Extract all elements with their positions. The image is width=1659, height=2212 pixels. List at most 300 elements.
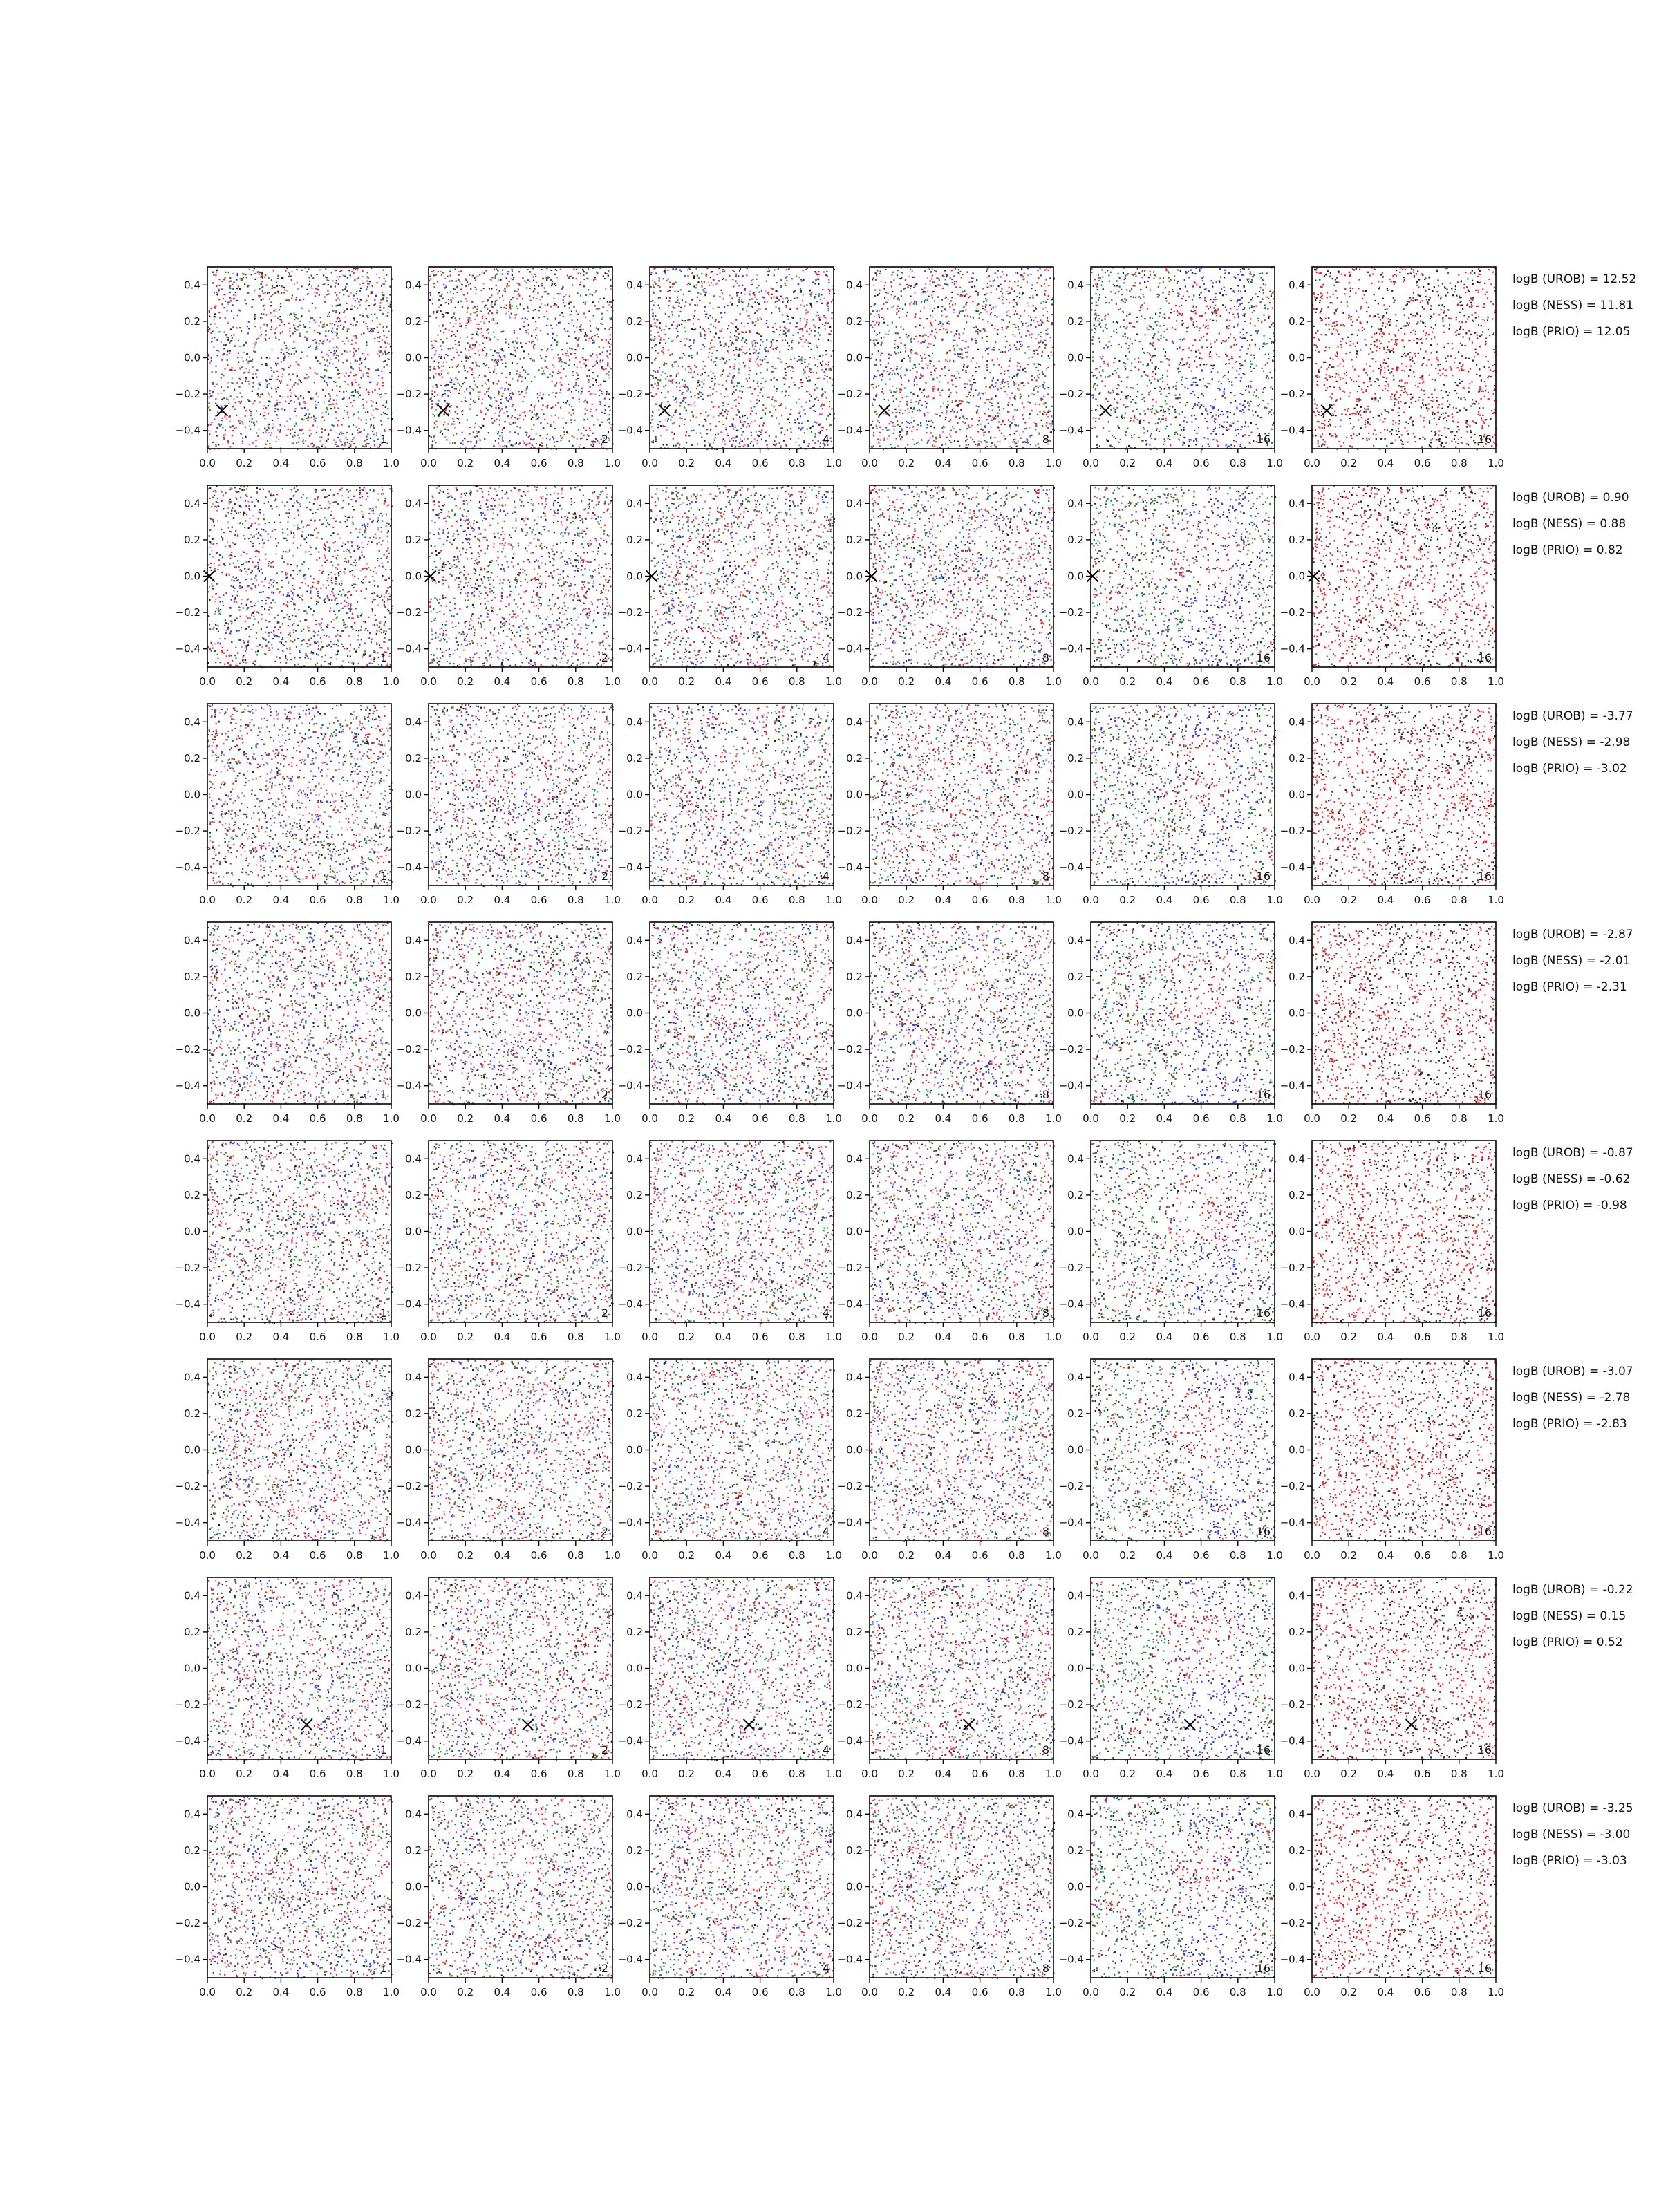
data-point (377, 332, 379, 333)
x-tick-label: 0.6 (531, 457, 547, 469)
data-point (555, 319, 556, 320)
data-point (243, 372, 244, 373)
data-point (366, 276, 368, 277)
data-point (583, 271, 585, 272)
data-point (294, 331, 296, 332)
data-point (458, 341, 460, 343)
data-point (357, 360, 358, 362)
data-point (446, 362, 447, 363)
x-tick-label: 0.6 (752, 457, 769, 469)
data-point (470, 398, 471, 400)
data-point (514, 332, 515, 334)
data-point (336, 335, 337, 336)
data-point (370, 292, 371, 294)
data-point (295, 396, 297, 397)
data-point (379, 307, 381, 308)
data-point (480, 410, 481, 411)
data-point (227, 302, 229, 303)
data-point (276, 282, 277, 283)
data-point (498, 443, 499, 444)
data-point (540, 435, 541, 436)
data-point (373, 304, 375, 306)
data-point (456, 352, 458, 353)
data-point (340, 325, 341, 326)
data-point (435, 317, 437, 318)
data-point (306, 418, 308, 419)
data-point (359, 370, 360, 371)
data-point (229, 427, 231, 428)
data-point (606, 339, 607, 341)
data-point (556, 276, 558, 278)
data-point (337, 297, 339, 299)
data-point (344, 410, 345, 411)
data-point (312, 303, 313, 304)
data-point (538, 285, 539, 287)
data-point (225, 317, 226, 319)
data-point (381, 352, 382, 353)
data-point (355, 342, 357, 344)
data-point (498, 415, 500, 417)
data-point (507, 271, 509, 272)
data-point (320, 440, 321, 442)
data-point (335, 382, 336, 383)
data-point (449, 348, 451, 349)
data-point (381, 285, 382, 287)
data-point (572, 435, 573, 437)
data-point (269, 298, 270, 299)
data-point (489, 372, 491, 373)
data-point (479, 375, 480, 376)
data-point (347, 414, 348, 415)
data-point (506, 382, 507, 383)
data-point (255, 373, 256, 375)
data-point (579, 361, 581, 362)
data-point (557, 293, 559, 294)
data-point (499, 420, 500, 421)
data-point (559, 293, 560, 294)
data-point (254, 290, 255, 292)
data-point (505, 366, 506, 367)
data-point (476, 333, 477, 335)
data-point (506, 411, 507, 412)
data-point (294, 327, 295, 328)
data-point (433, 311, 434, 312)
data-point (208, 430, 209, 431)
data-point (359, 304, 361, 306)
data-point (533, 290, 534, 292)
data-point (576, 372, 577, 373)
data-point (222, 427, 223, 428)
data-point (444, 390, 446, 391)
data-point (349, 397, 350, 399)
data-point (279, 396, 281, 397)
data-point (358, 411, 359, 413)
data-point (303, 401, 305, 402)
data-point (260, 317, 261, 318)
data-point (210, 332, 212, 334)
data-point (281, 350, 283, 351)
data-point (316, 392, 317, 393)
data-point (365, 366, 366, 368)
data-point (575, 357, 577, 358)
data-point (570, 314, 571, 315)
data-point (590, 430, 591, 431)
data-point (239, 422, 241, 424)
data-point (359, 358, 361, 359)
data-point (248, 285, 250, 286)
data-point (308, 347, 310, 348)
data-point (340, 432, 341, 433)
data-point (460, 337, 461, 338)
data-point (284, 324, 285, 325)
x-tick-label: 0.2 (678, 457, 695, 469)
data-point (339, 391, 340, 392)
data-point (525, 372, 526, 373)
data-point (594, 364, 596, 366)
data-point (290, 335, 291, 337)
data-point (322, 324, 324, 325)
data-point (293, 443, 294, 444)
data-point (517, 418, 518, 420)
data-point (335, 411, 336, 412)
data-point (290, 433, 291, 434)
data-point (387, 408, 388, 409)
data-point (570, 353, 572, 355)
data-point (567, 433, 568, 434)
data-point (332, 305, 333, 306)
data-point (257, 393, 259, 395)
data-point (497, 310, 498, 311)
data-point (442, 326, 443, 327)
data-point (476, 365, 478, 366)
data-point (247, 363, 249, 364)
data-point (386, 400, 387, 402)
data-point (468, 284, 469, 285)
data-point (271, 396, 272, 397)
data-point (287, 299, 288, 301)
data-point (227, 399, 229, 400)
data-point (337, 333, 338, 335)
data-point (509, 398, 511, 400)
data-point (609, 422, 610, 423)
data-point (541, 285, 543, 286)
data-point (386, 393, 387, 394)
data-point (366, 288, 367, 290)
data-point (462, 414, 463, 415)
data-point (374, 314, 375, 315)
data-point (451, 335, 452, 336)
data-point (492, 422, 494, 424)
data-point (245, 274, 247, 275)
data-point (479, 391, 480, 393)
data-point (449, 406, 451, 408)
data-point (300, 380, 301, 382)
x-tick-label: 0.6 (310, 457, 326, 469)
data-point (561, 349, 563, 350)
data-point (279, 380, 280, 382)
data-point (532, 359, 533, 361)
data-point (262, 290, 263, 292)
data-point (310, 346, 311, 347)
data-point (589, 294, 590, 295)
data-point (529, 288, 531, 289)
data-point (585, 359, 586, 361)
data-point (561, 366, 562, 367)
data-point (347, 330, 348, 332)
data-point (373, 328, 375, 329)
data-point (369, 281, 371, 282)
data-point (547, 304, 548, 306)
data-point (569, 359, 570, 361)
data-point (509, 308, 511, 309)
data-point (475, 312, 476, 313)
data-point (355, 324, 357, 326)
data-point (580, 444, 581, 445)
data-point (331, 377, 332, 379)
data-point (248, 400, 250, 402)
data-point (273, 426, 274, 427)
data-point (217, 411, 218, 413)
data-point (442, 377, 443, 378)
data-point (532, 411, 533, 413)
data-point (240, 379, 241, 380)
data-point (471, 320, 472, 321)
data-point (333, 381, 335, 382)
data-point (543, 371, 544, 372)
data-point (218, 285, 220, 286)
data-point (441, 356, 442, 357)
data-point (531, 335, 532, 337)
data-point (577, 346, 579, 347)
data-point (453, 293, 454, 294)
data-point (567, 331, 568, 332)
data-point (353, 368, 354, 370)
data-point (472, 372, 474, 373)
data-point (607, 301, 608, 303)
data-point (334, 407, 335, 409)
data-point (525, 343, 527, 344)
data-point (588, 379, 590, 381)
data-point (538, 317, 540, 318)
data-point (381, 394, 382, 395)
data-point (386, 364, 388, 366)
data-point (261, 313, 262, 315)
data-point (294, 382, 296, 384)
data-point (353, 424, 354, 426)
data-point (541, 269, 542, 270)
data-point (541, 283, 543, 284)
data-point (339, 386, 341, 387)
data-point (444, 422, 445, 423)
data-point (253, 422, 254, 424)
data-point (533, 438, 534, 440)
data-point (601, 339, 602, 340)
data-point (232, 370, 233, 371)
data-point (283, 287, 285, 288)
data-point (517, 426, 518, 427)
data-point (474, 427, 475, 428)
data-point (209, 397, 210, 398)
data-point (498, 405, 499, 406)
data-point (539, 395, 541, 396)
data-point (429, 315, 431, 317)
data-point (579, 446, 580, 447)
data-point (461, 361, 462, 362)
data-point (208, 445, 209, 447)
data-point (367, 317, 368, 318)
data-point (353, 335, 355, 337)
data-point (259, 384, 261, 386)
data-point (580, 438, 581, 440)
data-point (221, 374, 223, 375)
data-point (565, 363, 567, 364)
data-point (379, 355, 380, 357)
data-point (342, 362, 344, 363)
data-point (295, 422, 297, 424)
data-point (321, 416, 323, 418)
data-point (459, 281, 460, 282)
data-point (585, 430, 587, 431)
data-point (485, 408, 487, 409)
data-point (557, 306, 559, 308)
data-point (309, 321, 310, 322)
data-point (453, 424, 455, 425)
data-point (250, 413, 252, 414)
data-point (276, 441, 277, 442)
data-point (317, 332, 319, 333)
data-point (554, 384, 556, 386)
data-point (445, 286, 447, 288)
data-point (576, 379, 577, 380)
data-point (247, 381, 249, 382)
data-point (581, 391, 583, 392)
data-point (521, 376, 523, 377)
data-point (597, 419, 599, 420)
data-point (339, 321, 341, 322)
data-point (502, 363, 503, 364)
data-point (455, 323, 456, 324)
data-point (541, 349, 543, 350)
data-point (487, 391, 489, 392)
data-point (431, 391, 433, 392)
data-point (551, 344, 552, 346)
data-point (379, 324, 381, 325)
data-point (571, 310, 572, 312)
data-point (583, 279, 585, 280)
data-point (519, 374, 521, 375)
data-point (265, 364, 267, 366)
data-point (378, 350, 379, 351)
data-point (324, 429, 326, 431)
data-point (486, 330, 487, 331)
data-point (481, 332, 482, 333)
data-point (318, 343, 319, 344)
data-point (297, 364, 298, 365)
data-point (303, 299, 304, 300)
data-point (563, 299, 564, 301)
data-point (609, 346, 610, 348)
data-point (447, 395, 449, 397)
x-tick-label: 0.8 (568, 457, 584, 469)
data-point (245, 377, 247, 378)
data-point (338, 278, 339, 279)
data-point (288, 349, 289, 350)
data-point (286, 435, 288, 436)
data-point (265, 339, 266, 341)
data-point (325, 395, 326, 397)
data-point (438, 366, 439, 367)
data-point (312, 317, 313, 319)
data-point (367, 283, 368, 284)
data-point (253, 402, 254, 403)
data-point (574, 353, 576, 354)
data-point (498, 431, 499, 433)
data-point (217, 293, 218, 294)
data-point (292, 294, 293, 296)
data-point (575, 384, 577, 386)
data-point (548, 276, 550, 278)
data-point (601, 313, 603, 315)
data-point (522, 401, 523, 402)
data-point (223, 438, 225, 440)
data-point (230, 328, 232, 330)
data-point (227, 386, 229, 388)
data-point (336, 355, 337, 356)
data-point (271, 375, 272, 377)
data-point (352, 439, 353, 440)
data-point (253, 270, 254, 271)
data-point (368, 376, 369, 377)
data-point (495, 323, 496, 324)
data-point (376, 402, 377, 404)
data-point (585, 301, 586, 303)
data-point (527, 374, 529, 375)
data-point (336, 280, 337, 281)
data-point (594, 394, 596, 395)
data-point (581, 387, 582, 388)
data-point (371, 405, 373, 406)
data-point (597, 308, 599, 310)
data-point (542, 404, 543, 406)
data-point (279, 285, 280, 286)
data-point (509, 281, 510, 282)
data-point (601, 393, 603, 394)
data-point (301, 408, 303, 409)
data-point (324, 359, 325, 360)
data-point (321, 446, 323, 447)
data-point (462, 444, 463, 445)
data-point (284, 357, 285, 359)
data-point (312, 340, 314, 341)
data-point (438, 292, 440, 293)
data-point (502, 429, 503, 430)
data-point (276, 402, 278, 404)
data-point (208, 355, 209, 357)
data-point (226, 418, 227, 420)
data-point (373, 427, 375, 429)
data-point (315, 401, 316, 402)
data-point (568, 365, 570, 366)
data-point (462, 383, 464, 384)
data-point (494, 303, 496, 305)
data-point (474, 436, 476, 438)
data-point (276, 414, 277, 415)
data-point (336, 321, 337, 322)
data-point (231, 335, 232, 336)
data-point (268, 405, 269, 406)
data-point (533, 276, 534, 277)
data-point (537, 418, 538, 419)
